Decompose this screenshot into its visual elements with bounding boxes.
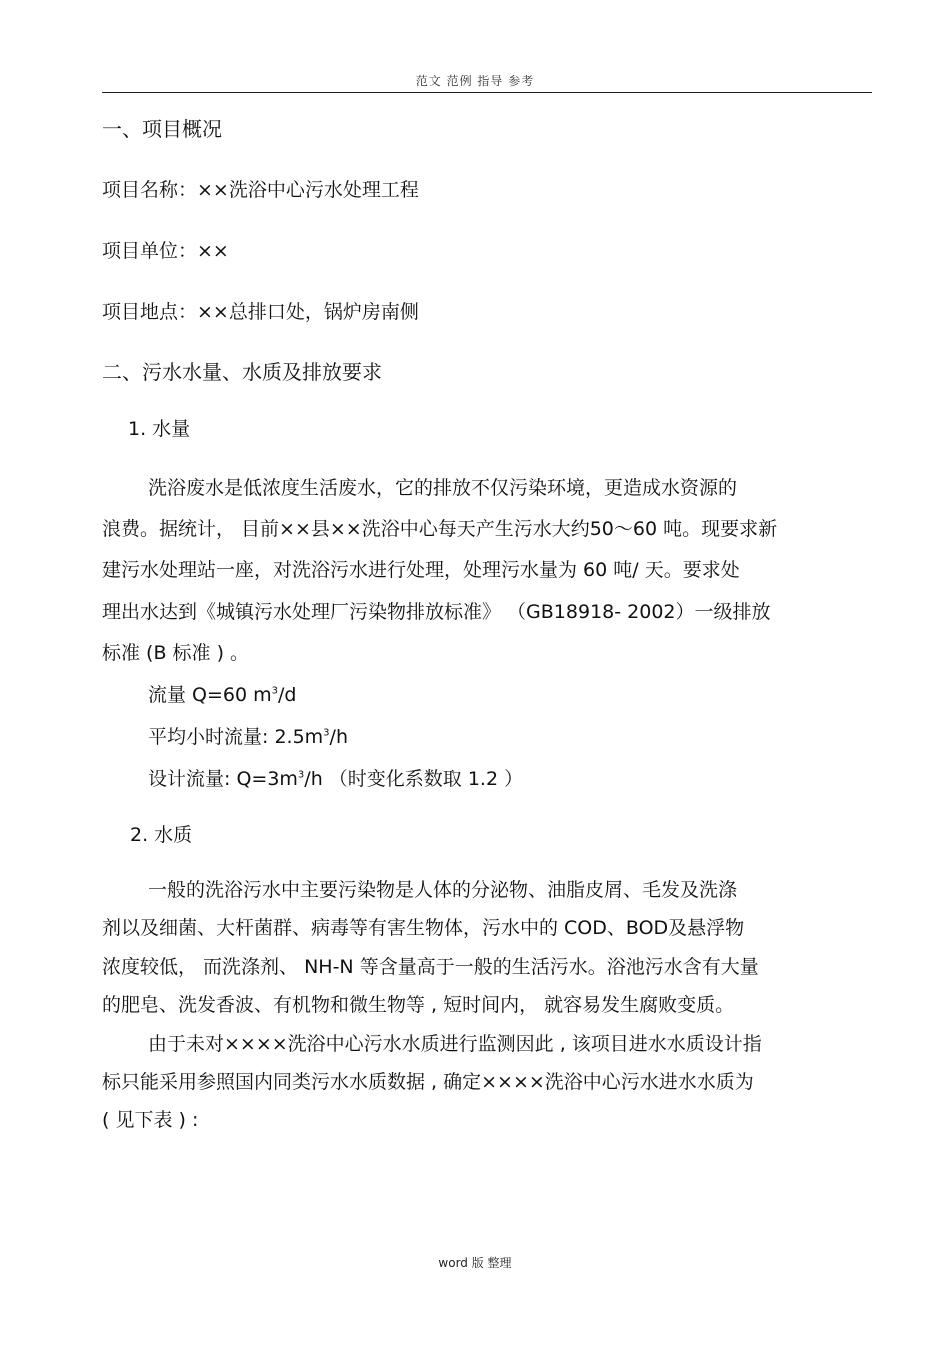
para1-line: 理出水达到《城镇污水处理厂污染物排放标准》 （GB18918- 2002）一级排放 — [102, 601, 771, 623]
flow-rate-unit: /d — [278, 684, 297, 706]
page-header: 范文 范例 指导 参考 — [415, 74, 535, 88]
flow-rate — [148, 680, 296, 707]
page-footer: word 版 整理 — [438, 1256, 512, 1270]
avg-hourly-flow-text: 平均小时流量: 2.5m — [148, 726, 324, 748]
para2-line: 的肥皂、洗发香波、有机物和微生物等 , 短时间内， 就容易发生腐败变质。 — [102, 994, 735, 1016]
flow-rate-text: 流量 Q=60 m — [148, 684, 272, 706]
para3-line: 标只能采用参照国内同类污水水质数据 , 确定××××洗浴中心污水进水水质为 — [102, 1071, 754, 1093]
design-flow-text: 设计流量: Q=3m — [148, 768, 298, 790]
flow-rate-sup: 3 — [271, 685, 279, 697]
para1-line: 建污水处理站一座，对洗浴污水进行处理，处理污水量为 60 吨/ 天。要求处 — [102, 559, 740, 581]
project-name: 项目名称：××洗浴中心污水处理工程 — [102, 179, 419, 201]
subsection-water-quantity: 1. 水量 — [128, 418, 191, 440]
header-rule — [102, 92, 872, 93]
para2-line: 一般的洗浴污水中主要污染物是人体的分泌物、油脂皮屑、毛发及洗涤 — [148, 879, 738, 901]
avg-hourly-flow — [148, 722, 348, 749]
para3-line: 由于未对××××洗浴中心污水水质进行监测因此 , 该项目进水水质设计指 — [148, 1033, 762, 1055]
project-unit: 项目单位：×× — [102, 240, 229, 262]
para1-line: 洗浴废水是低浓度生活废水，它的排放不仅污染环境，更造成水资源的 — [148, 477, 738, 499]
para3-line: ( 见下表 ) : — [102, 1109, 199, 1131]
section1-title: 一、项目概况 — [102, 117, 222, 141]
project-location: 项目地点：××总排口处，锅炉房南侧 — [102, 301, 419, 323]
design-flow — [148, 764, 523, 791]
subsection-water-quality: 2. 水质 — [130, 824, 193, 846]
design-flow-sup: 3 — [297, 769, 305, 781]
para1-line: 标准 (B 标准 ) 。 — [102, 642, 250, 664]
section2-title: 二、污水水量、水质及排放要求 — [102, 360, 382, 384]
design-flow-unit: /h （时变化系数取 1.2 ） — [304, 768, 524, 790]
para2-line: 剂以及细菌、大杆菌群、病毒等有害生物体，污水中的 COD、BOD及悬浮物 — [102, 917, 745, 939]
para2-line: 浓度较低， 而洗涤剂、 NH-N 等含量高于一般的生活污水。浴池污水含有大量 — [102, 956, 759, 978]
para1-line: 浪费。据统计， 目前××县××洗浴中心每天产生污水大约50～60 吨。现要求新 — [102, 518, 778, 540]
avg-hourly-flow-unit: /h — [329, 726, 348, 748]
avg-hourly-flow-sup: 3 — [323, 727, 330, 739]
